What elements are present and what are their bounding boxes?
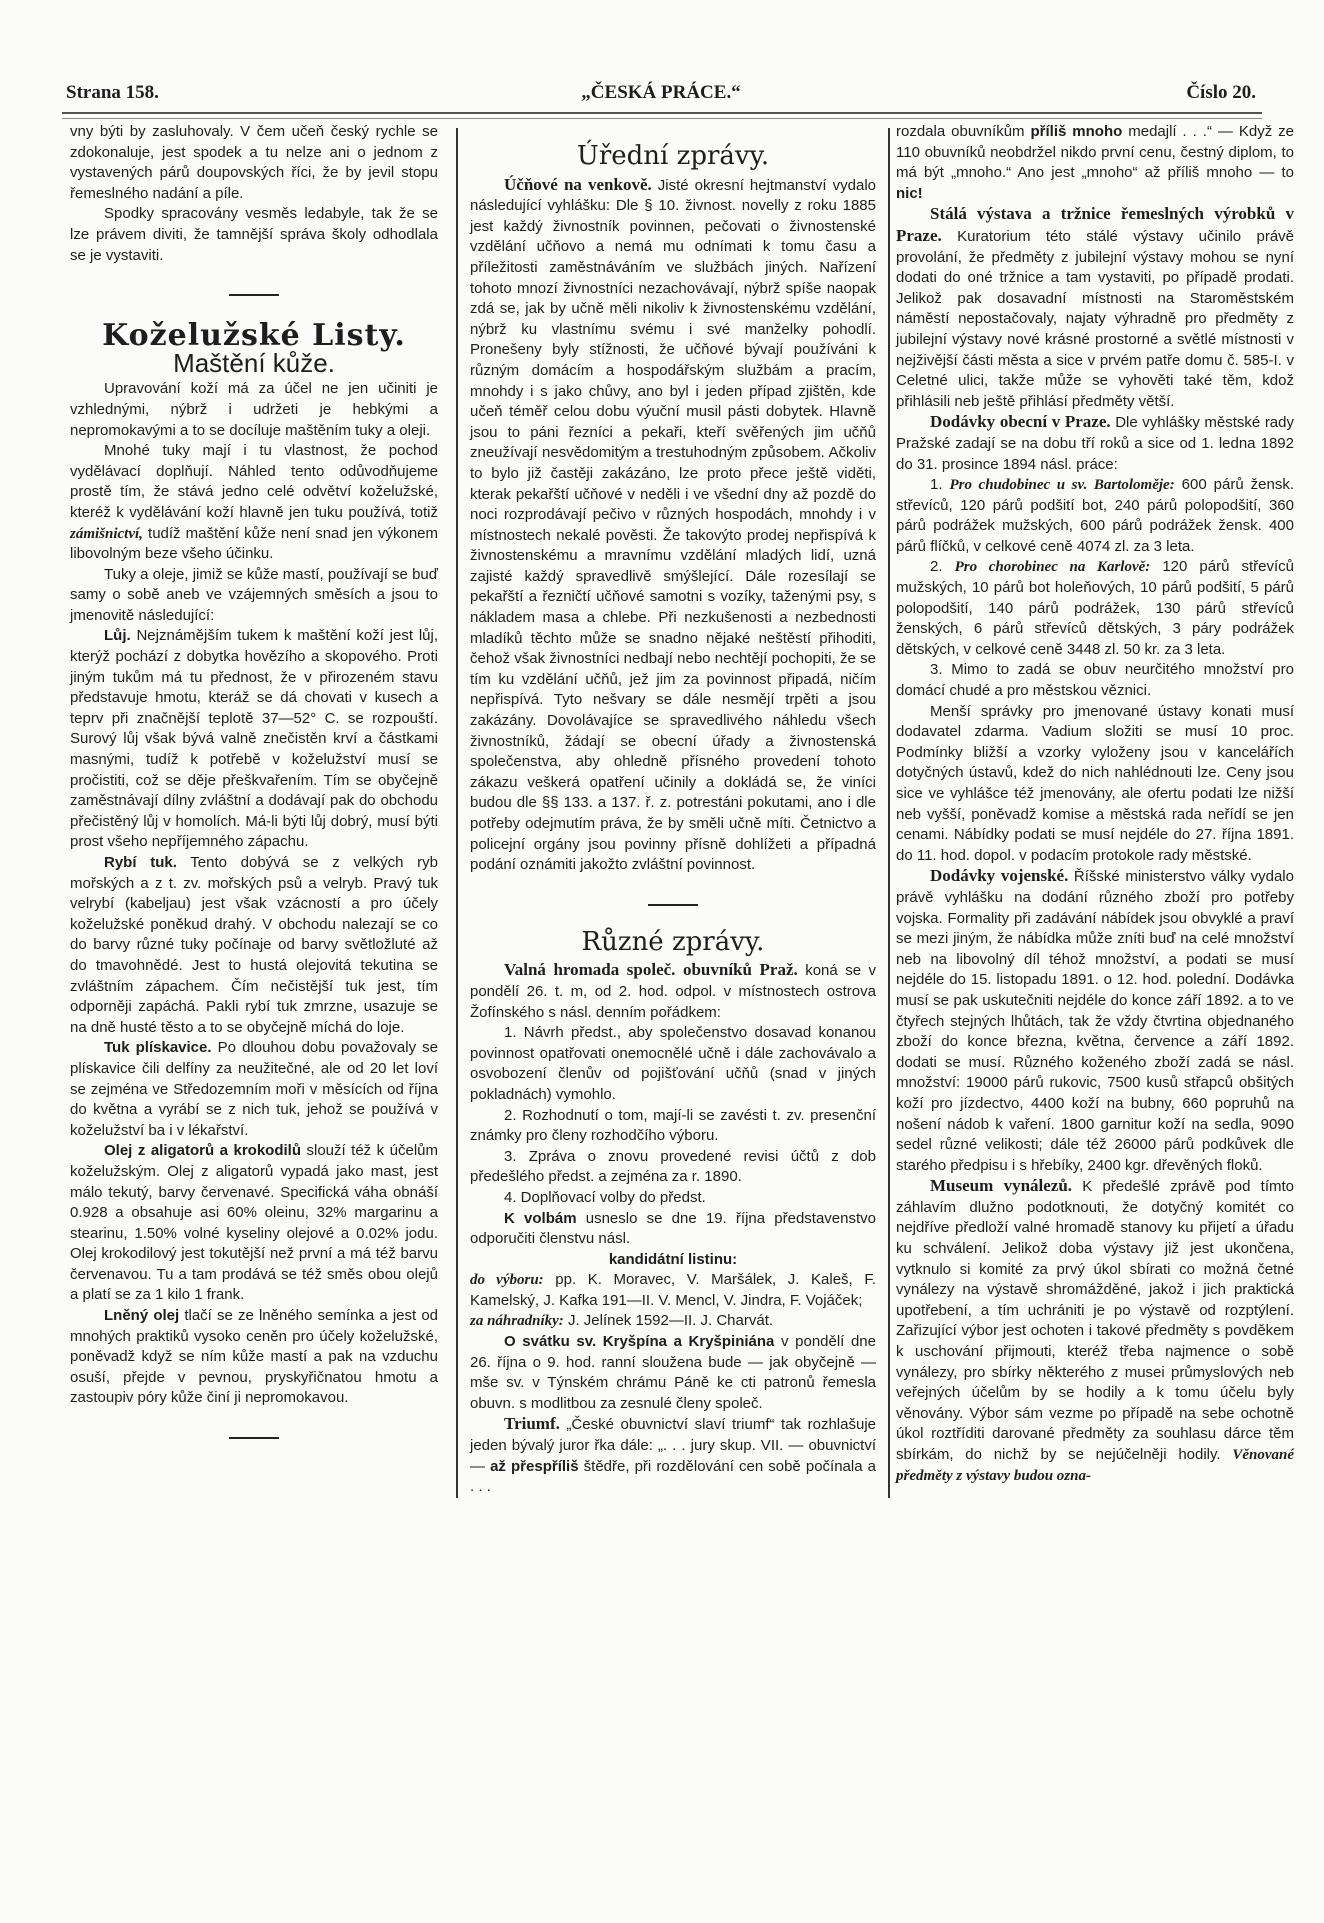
section-heading: Různé zprávy. <box>581 926 765 957</box>
section-heading: Úřední zprávy. <box>576 141 770 171</box>
body-text: J. Jelínek 1592—II. J. Charvát. <box>563 1312 774 1330</box>
article-lead: Stálá výstava a tržnice řemeslných výrobků v Praze. <box>896 204 1294 245</box>
emphasis-text: zámišnictví, <box>70 525 143 542</box>
article-paragraph <box>896 204 1294 412</box>
article-paragraph <box>70 1038 438 1141</box>
body-text: Jisté okresní hejtmanství vydalo následující vyhlášku: Dle § 10. živnost. novelly z roku 1885 jest každý živnostník povinnen, pečovati o živnostenské vzdělání učňovo a nemá mu odnímati k tomu času a příležitosti zaměstnáváním ve službách jiných. Nařízení tohoto mnozí živnostníci nezachovávají, nýbrž spíše naopak zdá se, jak by učně měli nikoliv k živnostenskému vzdělání, nýbrž ku vlastnímu svému i své manželky pohodlí. Pronešeny byly stížnosti, že učňové bývají používáni k různým domácím a hospodářským službám a pracím, mnohdy i s jako chůvy, ano byl i jeden případ zjištěn, kde učeň téměř celou dobu výuční musil pásti dobytek. Hlavně jsou to páni řezníci a pekaři, kteří svěřených jim učňů zneužívají nesvědomitým a trestuhodným způsobem. Ačkoliv to bylo již častěji zakázáno, lze proto přece ještě viděti, kterak pekařští učňové v neděli i ve všední dny až pozdě do noci rozprodávají pečivo v různých hospodách, mnohdy i v místnostech nekalé pověsti. Že takovýto prodej nepřispívá k živnostenskému a mravnímu vzdělání mladých lidí, uzná zajisté každý spravedlivě smýšlející. Dále rozesílají se pekařští a řezničtí učňové samotni s vozíky, taženými psy, s nákladem masa a chlebe. Při nezkušenosti a nezbednosti mladíků těchto může se snadno nějaké neštěstí přihoditi, čehož však živnostníci nedbají nebo nechtějí pochopiti, že se tím ku vzdělání učňů, jež jim za povinnost připadá, ničím nepřispívá. Tyto nešvary se dále nesmějí trpěti a jsou zakázány. Dovolávajíce se spravedlivého náhledu všech živnostníků, žádají se obecní úřady a živnostenská společenstva, aby ohledně přísného provedení tohoto zákazu veškerá opatření učinily a dokládá se, že viníci budou dle §§ 133. a 137. ř. z. potrestáni pokutami, ano i dle potřeby odejmutím práva, že by směli učně míti. Četnictvo a policejní orgány jsou povinny přísně dohlížeti a případná podání oznámiti jakožto zvláštní povinnost. <box>470 176 876 874</box>
article-lead: Lůj. <box>104 627 131 645</box>
column-3 <box>896 122 1294 1486</box>
newspaper-title: „ČESKÁ PRÁCE.“ <box>581 82 741 103</box>
article-lead: Olej z aligatorů a krokodilů <box>104 1142 301 1160</box>
body-text: tudíž maštění kůže není snad jen výkonem libovolným beze všeho účinku. <box>70 524 438 563</box>
article-lead: Museum vynálezů. <box>930 1176 1073 1196</box>
body-text: v pondělí dne 26. října o 9. hod. ranní sloužena bude — jak obyčejně — mše sv. v Týnském chrámu Páně ke cti patronů řemesla obuvn. s modlitbou za zesnulé členy společ. <box>470 1333 876 1412</box>
article-title: Maštění kůže. <box>173 347 335 378</box>
body-text: slouží též k účelům koželužským. Olej z aligatorů vypadá jako mast, jest málo tekutý, barvy červenavé. Specifická váha obnáší 0.928 a obsahuje asi 60% oleinu, 32% margarinu a stearinu, 1.50% volné kyseliny olejové a 0.02% jodu. Olej krokodilový jest tokutější než první a má též barvu červenavou. Tu a tam prodává se též směs obou olejů a platí se za 1 kilo 1 frank. <box>70 1142 438 1304</box>
article-lead: Tuk plískavice. <box>104 1039 212 1057</box>
article-paragraph <box>470 1414 876 1497</box>
article-paragraph <box>470 1332 876 1414</box>
article-paragraph <box>470 1270 876 1311</box>
page-number: Strana 158. <box>66 82 159 103</box>
section-divider <box>648 904 698 906</box>
body-text: 4. Doplňovací volby do předst. <box>504 1188 706 1206</box>
body-text: 3. Mimo to zadá se obuv neurčitého množství pro domácí chudé a pro městskou věznici. <box>896 661 1294 700</box>
article-lead: Účňové na venkově. <box>504 174 652 194</box>
article-paragraph <box>896 702 1294 867</box>
body-text: Mnohé tuky mají i tu vlastnost, že pochod vydělávací doplňují. Náhled tento odůvodňujeme prostě tím, že stává jedno celé odvětví koželužské, kteréž k vydělávání koží hlavně jen tuku používá, totiž <box>70 442 438 521</box>
section-divider <box>229 294 279 296</box>
body-text: 3. Zpráva o znovu provedené revisi účtů z dob předešlého předst. a zejména za r. 1890. <box>470 1147 876 1186</box>
emphasis-text: do výboru: <box>470 1272 544 1289</box>
article-lead: kandidátní listinu: <box>608 1250 738 1268</box>
body-text: vny býti by zasluhovaly. V čem učeň český rychle se zdokonaluje, jest spodek a tu nelze ani o jednom z vystavených párů doupovských říci, že by jevil stopu řemeslného nadání a píle. <box>70 123 438 202</box>
article-paragraph <box>70 122 438 204</box>
article-lead: K volbám <box>504 1209 577 1227</box>
column-2 <box>456 128 890 1498</box>
emphasis-text: za náhradníky: <box>470 1313 564 1330</box>
article-paragraph <box>470 1250 876 1271</box>
article-paragraph <box>70 204 438 266</box>
article-paragraph <box>70 626 438 853</box>
article-paragraph <box>70 379 438 441</box>
article-lead: O svátku sv. Kryšpína a Kryšpiniána <box>504 1333 775 1351</box>
article-paragraph <box>70 853 438 1038</box>
article-paragraph <box>470 1106 876 1147</box>
body-text: 1. <box>930 476 950 494</box>
body-text: 600 párů žensk. střevíců, 120 párů podšití bot, 240 párů polopodšití, 360 párů podrážek mužských, 600 párů podrážek žensk. 400 párů flíčků, v celkové ceně 4074 zl. za 3 leta. <box>896 476 1294 555</box>
article-paragraph <box>896 866 1294 1176</box>
body-text: medajlí . . .“ — Když ze 110 obuvníků neobdržel nikdo první cenu, čestný diplom, to má být „mnoho.“ Ano jest „mnoho“ až příliš mnoho — to <box>896 123 1295 182</box>
article-lead: Valná hromada společ. obuvníků Praž. <box>504 960 798 980</box>
article-lead: Lněný olej <box>104 1307 180 1325</box>
article-lead: Dodávky obecní v Praze. <box>930 412 1111 432</box>
body-text: Upravování koží má za účel ne jen učiniti je vzhlednými, nýbrž i udržeti je hebkými a nepromokavými a to se docíluje maštěním tuky a oleji. <box>70 380 438 439</box>
page-header <box>66 82 1256 112</box>
body-text: Nejznámějším tukem k maštění koží jest lůj, kterýž pochází z dobytka hovězího a skopového. Proti jiným tukům má tu přednost, že v přirozeném stavu představuje hmotu, kteráž se dá chovati v kusech a teprv při značnější teplotě 37—52° C. se rozpouští. Surový lůj však bývá valně znečistěn krví a částkami masnými, tudíž k potřebě v koželužství musí se pročistiti, což se děje přeškvařením. Tím se obyčejně zaměstnávají dílny zvláštní a dodávají pak do obchodu přečistěný lůj v homolích. Má-li býti lůj dobrý, musí býti prost všeho nepříjemného zápachu. <box>70 627 438 851</box>
article-lead: nic! <box>896 184 923 202</box>
emphasis-text: Věnované předměty z výstavy budou ozna- <box>896 1447 1294 1484</box>
article-paragraph <box>896 660 1294 701</box>
article-paragraph <box>896 122 1294 204</box>
body-text: 2. <box>930 558 955 576</box>
body-text: Tuky a oleje, jimiž se kůže mastí, používají se buď samy o sobě aneb ve vzájemných směsích a jsou to jmenovitě následující: <box>70 565 438 624</box>
column-1 <box>70 122 438 1465</box>
body-text: pp. K. Moravec, V. Maršálek, J. Kaleš, F. Kamelský, J. Kafka 191—II. V. Mencl, V. Jindra, F. Vojáček; <box>470 1271 876 1309</box>
body-text: koná se v pondělí 26. t. m, od 2. hod. odpol. v místnostech ostrova Žofínského s násl. denním pořádkem: <box>470 962 877 1021</box>
article-paragraph <box>470 175 876 876</box>
article-paragraph <box>70 1306 438 1409</box>
body-text: Kuratorium této stálé výstavy učinilo právě provolání, že předměty z jubilejní výstavy mohou se nyní dodati do oné tržnice a tam vystaviti, po případě prodati. Jelikož pak dosavadní místnosti na Staroměstském náměstí nepostačovaly, najaty výhradně pro předměty z jubilejní výstavy nové krásné prostorné a světlé místnosti v nejživější části města a sice v prvém patře domu č. 585-I. v Celetné ulici, takže může se vyhověti také těm, kdož přihlásili neb ještě přihlásí předměty větší. <box>896 227 1294 410</box>
article-paragraph <box>70 441 438 565</box>
article-paragraph <box>470 1188 876 1209</box>
article-lead: Rybí tuk. <box>104 854 177 871</box>
article-paragraph <box>70 565 438 627</box>
article-paragraph <box>896 557 1294 660</box>
article-paragraph <box>896 475 1294 557</box>
body-text: rozdala obuvníkům <box>896 123 1031 140</box>
body-text: Spodky spracovány vesměs ledabyle, tak že se lze právem diviti, že tamnější správa školy odhodlala se je vystaviti. <box>70 205 438 264</box>
body-text: Tento dobývá se z velkých ryb mořských a z t. zv. mořských psů a velryb. Pravý tuk velrybí (kabeljau) jest však vzácností a pro účely koželužské poněkud drahý. V obchodu nalezají se co do barvy různé tuky počínaje od barvy světložluté až do tmavohnědé. Jest to hustá olejovitá tekutina se zvláštním zápachem. Čím nečistější tuk jest, tím odporněji zapáchá. Pakli rybí tuk zmrzne, usazuje se na dně husté těsto a to se obyčejně míchá do loje. <box>70 854 439 1036</box>
article-paragraph <box>70 1141 438 1306</box>
body-text: 1. Návrh předst., aby společenstvo dosavad konanou povinnost opatřovati onemocnělé učně i dále zachovávalo a osvobození členův od pojišťování učňů (snad v jiných pokladnách) vymohlo. <box>470 1024 876 1103</box>
issue-number: Číslo 20. <box>1186 82 1256 103</box>
article-lead: Triumf. <box>504 1414 560 1434</box>
body-text: K předešlé zprávě pod tímto záhlavím dlužno podotknouti, že dotyčný komitét co nejdříve předloží valné hromadě stanovy ku přijetí a úřadu ku schválení. Jelikož doba výstavy již jest ukončena, vytknulo si komité za prvý úkol sbírati co možná četné vynálezy na výstavě shromážděné, jakož i jich praktická upotřebení, a tím uchrániti je po výstavě od rozptýlení. Zařizující výbor jest ochoten i takové předměty s povděkem k uschování přijmouti, kteréž třeba najmence o sobě vynálezy, pro sbírky některého z musei průmyslových neb veřejných účelům by se hodily a k tomu účelu byly věnovány. Výbor sám vezme po případě na sebe ochotně úkol roztříditi darované předměty za souhlasu dárce těm sbírkám, do nichž by se nejúčelněji hodily. <box>896 1178 1294 1463</box>
emphasis-text: Pro chorobinec na Karlově: <box>954 559 1151 576</box>
body-text: tlačí se ze lněného semínka a jest od mnohých praktiků vysoko ceněn pro účely koželužské, poněvadž když se ním kůže mastí a pak na vzduchu osuší, přejde v pevnou, pryskyřičnatou hmotu a zastoupiv póry kůže činí ji nepromokavou. <box>70 1307 438 1407</box>
article-lead: Dodávky vojenské. <box>930 866 1069 886</box>
article-paragraph <box>470 1311 876 1332</box>
body-text: štědře, při rozdělování cen sobě počínala a . . . <box>470 1457 877 1496</box>
body-text: Po dlouhou dobu považovaly se plískavice čili delfíny za neužitečné, ale od 20 let loví se zejména ve Středozemním moři v měsících od října do května a vyrábí se z nich tuk, jehož se používá v koželužství ba i v lékařství. <box>70 1039 439 1139</box>
body-text: Menší správky pro jmenované ústavy konati musí dodavatel zdarma. Vadium složiti se musí 10 proc. Podmínky bližší a vzorky vyloženy jsou v kancelářích dotyčných ústavů, kdež do nich nahlédnouti lze. Ceny jsou sice ve vyhlášce též jmenovány, ale ofertu podati lze nižší neb vyšší, poněvadž komise a městská rada neřídí se jen cenami. Nábídky podati se musí nejdéle do 27. října 1891. do 11. hod. dopol. v podacím protokole rady městské. <box>896 702 1294 864</box>
body-text: Říšské ministerstvo války vydalo právě vyhlášku na dodání různého zboží pro potřeby vojska. Formality při zadávání nábídek jsou obvyklé a praví se mezi jiným, že nábídka může zníti buď na celé množství neb na libovolný díl téhož množství, a podati se musí nejdéle do 15. listopadu 1891. o 12. hod. polední. Dodávka musí se pak uskutečniti nejdéle do konce září 1892. a to ve čtyřech stejných lhůtách, tak že vždy čtvrtina objednaného zboží do konce března, května, července a září 1892. dodati se musí. Různého koženého zboží zadá se násl. množství: 19000 párů rukovic, 7500 kusů střapců obšitých koží pro jízdectvo, 4400 koží na bubny, 660 popruhů na nošení nádob k vaření. 1800 garnitur koží na sedla, 9090 sedel různé velikosti; dále též 26000 párů podkůvek dle starého předpisu i s hřebíky, 2400 kgr. dřevěných floků. <box>896 868 1294 1174</box>
body-text: 120 párů střevíců mužských, 10 párů bot holeňových, 10 párů podšití, 5 párů polopodšití, 140 párů podrážek, 130 párů střevíců ženských, 6 párů střevíců dětských, 3 páry podrážek dětských, v celkové ceně 3448 zl. 50 kr. za 3 leta. <box>896 558 1294 658</box>
article-paragraph <box>470 1209 876 1250</box>
body-text: „České obuvnictví slaví triumf“ tak rozhlašuje jeden bývalý juror řka dále: „. . . jury skup. VII. — obuvnictví — <box>470 1416 876 1475</box>
article-paragraph <box>896 412 1294 475</box>
header-rule <box>62 112 1262 119</box>
body-text: Dle vyhlášky městské rady Pražské zadají se na dobu tří roků a sice od 1. ledna 1892 do 31. prosince 1894 násl. práce: <box>896 414 1294 473</box>
emphasis-text: Pro chudobinec u sv. Bartoloměje: <box>949 477 1175 494</box>
article-paragraph <box>470 1023 876 1105</box>
body-text: usneslo se dne 19. října představenstvo odporučiti členstvu násl. <box>470 1209 877 1248</box>
section-heading: Koželužské Listy. <box>102 318 406 354</box>
article-paragraph <box>896 1176 1294 1486</box>
article-paragraph <box>470 1147 876 1188</box>
article-lead: až přespříliš <box>490 1457 579 1475</box>
body-text: 2. Rozhodnutí o tom, mají-li se zavésti t. zv. presenční známky pro členy rozhodčího výboru. <box>470 1106 876 1145</box>
article-lead: příliš mnoho <box>1030 123 1123 140</box>
section-divider <box>229 1437 279 1439</box>
article-paragraph <box>470 960 876 1023</box>
